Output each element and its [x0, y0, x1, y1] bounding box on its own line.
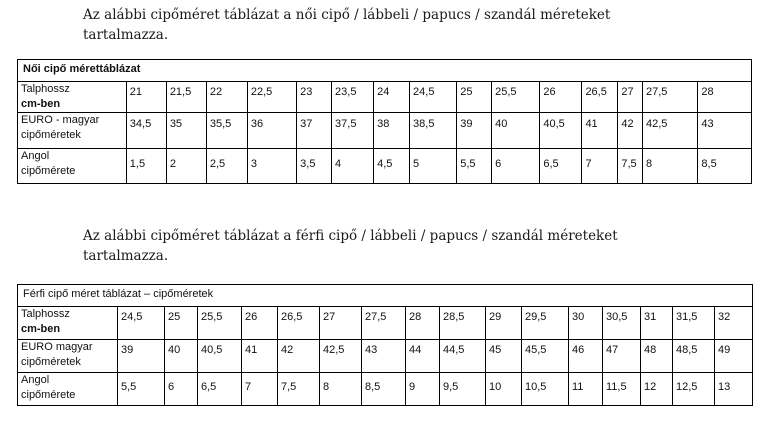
table-cell: 7 [242, 373, 278, 406]
table-cell: 40,5 [540, 113, 582, 149]
table-cell: 40 [165, 340, 198, 373]
row-label-line: Talphossz [21, 308, 70, 320]
table-cell: 42 [278, 340, 320, 373]
table-cell: 6,5 [540, 149, 582, 184]
table-cell: 5,5 [118, 373, 165, 406]
row-label [18, 113, 127, 149]
table-cell: 26 [540, 82, 582, 113]
table-cell: 12 [641, 373, 673, 406]
table-cell: 5 [410, 149, 457, 184]
table-cell: 24 [374, 82, 410, 113]
table-cell: 24,5 [118, 307, 165, 340]
table-cell: 28 [698, 82, 752, 113]
table-cell: 26,5 [278, 307, 320, 340]
table-cell: 31 [641, 307, 673, 340]
table-cell: 28 [406, 307, 440, 340]
table-cell: 29,5 [522, 307, 569, 340]
row-label-line: cm-ben [21, 98, 61, 110]
intro-line: tartalmazza. [83, 27, 169, 43]
intro-line: Az alábbi cipőméret táblázat a női cipő / lábbeli / papucs / szandál méreteket [83, 7, 611, 23]
table-cell: 46 [569, 340, 603, 373]
row-label [18, 149, 127, 184]
table-cell: 23,5 [332, 82, 374, 113]
table-cell: 11,5 [603, 373, 641, 406]
table-cell: 41 [242, 340, 278, 373]
table-cell: 44,5 [440, 340, 486, 373]
table-cell: 13 [715, 373, 753, 406]
table-cell: 7,5 [618, 149, 643, 184]
row-label [18, 373, 118, 406]
table-cell: 4 [332, 149, 374, 184]
table-cell: 10,5 [522, 373, 569, 406]
row-label-line: cm-ben [21, 323, 61, 335]
table-cell: 41 [582, 113, 618, 149]
table-cell: 31,5 [673, 307, 715, 340]
table-cell: 39 [457, 113, 492, 149]
row-label [18, 82, 127, 113]
row-label-line: Angol [21, 150, 50, 162]
table-cell: 44 [406, 340, 440, 373]
table-cell: 9,5 [440, 373, 486, 406]
table-cell: 42,5 [320, 340, 362, 373]
intro-paragraph-women [83, 5, 723, 45]
row-label-line: EURO magyar [21, 341, 93, 353]
table-cell: 30,5 [603, 307, 641, 340]
table-cell: 2 [166, 149, 206, 184]
table-cell: 8,5 [362, 373, 406, 406]
table-cell: 23 [297, 82, 332, 113]
table-cell: 45 [486, 340, 522, 373]
row-label [18, 340, 118, 373]
table-cell: 4,5 [374, 149, 410, 184]
table-cell: 35,5 [206, 113, 247, 149]
table-cell: 32 [715, 307, 753, 340]
table-cell: 21 [126, 82, 166, 113]
table-cell: 43 [362, 340, 406, 373]
table-cell: 22 [206, 82, 247, 113]
table-cell: 9 [406, 373, 440, 406]
table-cell: 27 [618, 82, 643, 113]
table-cell: 27,5 [362, 307, 406, 340]
intro-paragraph-men [83, 226, 723, 266]
table-cell: 1,5 [126, 149, 166, 184]
row-label [18, 307, 118, 340]
table-cell: 25,5 [198, 307, 242, 340]
row-label-line: cipőmérete [21, 389, 76, 401]
table-cell: 8 [320, 373, 362, 406]
table-cell: 34,5 [126, 113, 166, 149]
table-cell: 3 [247, 149, 296, 184]
row-label-line: cipőméretek [21, 129, 81, 141]
table-cell: 25,5 [492, 82, 540, 113]
table-cell: 26 [242, 307, 278, 340]
row-label-line: Talphossz [21, 83, 70, 95]
women-size-table [17, 59, 752, 184]
table-cell: 7 [582, 149, 618, 184]
row-label-line: Angol [21, 374, 50, 386]
table-cell: 26,5 [582, 82, 618, 113]
row-label-line: cipőmérete [21, 165, 76, 177]
table-cell: 10 [486, 373, 522, 406]
table-cell: 47 [603, 340, 641, 373]
table-cell: 6 [165, 373, 198, 406]
table-cell: 30 [569, 307, 603, 340]
table-cell: 8 [642, 149, 697, 184]
table-cell: 39 [118, 340, 165, 373]
table-cell: 42 [618, 113, 643, 149]
table-cell: 7,5 [278, 373, 320, 406]
table-cell: 5,5 [457, 149, 492, 184]
table-cell: 6 [492, 149, 540, 184]
table-cell: 45,5 [522, 340, 569, 373]
table-cell: 25 [457, 82, 492, 113]
table-cell: 40,5 [198, 340, 242, 373]
intro-line: tartalmazza. [83, 248, 169, 264]
table-cell: 11 [569, 373, 603, 406]
table-cell: 3,5 [297, 149, 332, 184]
table-cell: 42,5 [642, 113, 697, 149]
table-cell: 2,5 [206, 149, 247, 184]
table-cell: 22,5 [247, 82, 296, 113]
table-cell: 37,5 [332, 113, 374, 149]
intro-line: Az alábbi cipőméret táblázat a férfi cipő / lábbeli / papucs / szandál méreteket [83, 228, 618, 244]
table-cell: 37 [297, 113, 332, 149]
row-label-line: EURO - magyar [21, 114, 100, 126]
table-cell: 27 [320, 307, 362, 340]
table-cell: 36 [247, 113, 296, 149]
table-cell: 35 [166, 113, 206, 149]
table-cell: 12,5 [673, 373, 715, 406]
table-caption: Női cipő mérettáblázat [18, 60, 752, 82]
table-cell: 43 [698, 113, 752, 149]
row-label-line: cipőméretek [21, 356, 81, 368]
table-cell: 48 [641, 340, 673, 373]
table-cell: 38,5 [410, 113, 457, 149]
table-cell: 28,5 [440, 307, 486, 340]
table-cell: 27,5 [642, 82, 697, 113]
table-cell: 25 [165, 307, 198, 340]
table-cell: 21,5 [166, 82, 206, 113]
table-cell: 29 [486, 307, 522, 340]
table-cell: 8,5 [698, 149, 752, 184]
table-cell: 40 [492, 113, 540, 149]
table-cell: 48,5 [673, 340, 715, 373]
table-cell: 49 [715, 340, 753, 373]
table-cell: 38 [374, 113, 410, 149]
table-caption: Férfi cipő méret táblázat – cipőméretek [18, 285, 753, 307]
table-cell: 6,5 [198, 373, 242, 406]
men-size-table [17, 284, 753, 406]
table-cell: 24,5 [410, 82, 457, 113]
